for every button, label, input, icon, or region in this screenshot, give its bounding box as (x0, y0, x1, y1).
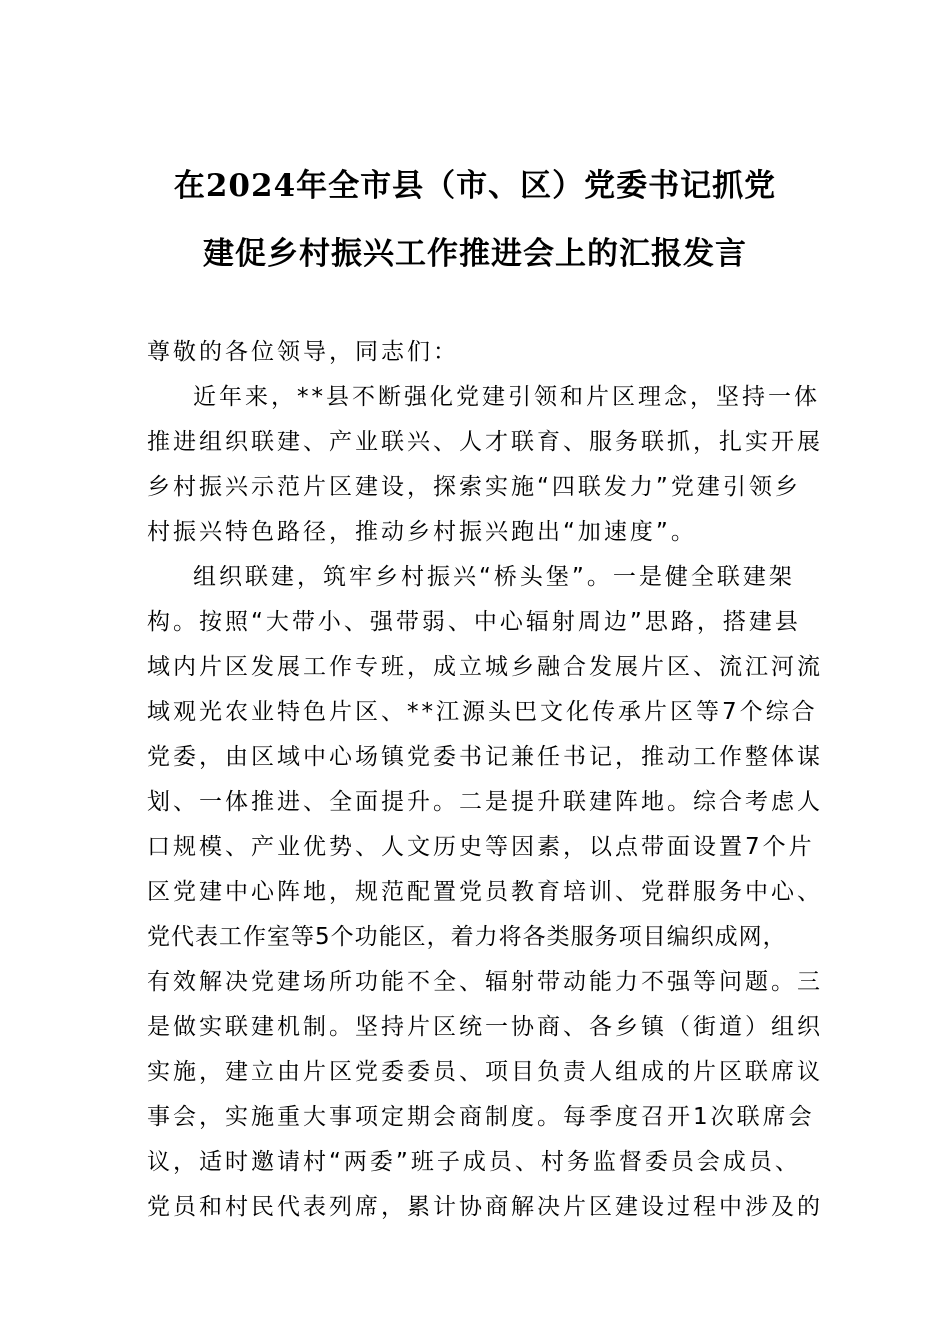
document-title-line-1: 在2024年全市县（市、区）党委书记抓党 (173, 168, 777, 204)
document-title-line-2: 建促乡村振兴工作推进会上的汇报发言 (203, 236, 747, 272)
paragraph-1-line: 近年来，**县不断强化党建引领和片区理念，坚持一体 (193, 384, 820, 410)
salutation: 尊敬的各位领导，同志们： (147, 339, 459, 365)
document-body (147, 330, 823, 1230)
paragraph-2-line: 议，适时邀请村“两委”班子成员、村务监督委员会成员、 (147, 1149, 801, 1175)
paragraph-2-line: 域观光农业特色片区、**江源头巴文化传承片区等7个综合 (147, 699, 818, 725)
paragraph-2-line: 划、一体推进、全面提升。二是提升联建阵地。综合考虑人 (147, 789, 823, 815)
paragraph-2-line: 党员和村民代表列席，累计协商解决片区建设过程中涉及的 (147, 1194, 823, 1220)
paragraph-1-line: 推进组织联建、产业联兴、人才联育、服务联抓，扎实开展 (147, 429, 823, 455)
paragraph-2-line: 有效解决党建场所功能不全、辐射带动能力不强等问题。三 (147, 969, 823, 995)
paragraph-2-line: 是做实联建机制。坚持片区统一协商、各乡镇（街道）组织 (147, 1014, 823, 1040)
paragraph-2-line: 党代表工作室等5个功能区，着力将各类服务项目编织成网， (147, 924, 787, 950)
paragraph-2-line: 事会，实施重大事项定期会商制度。每季度召开1次联席会 (147, 1104, 815, 1130)
paragraph-1-line: 乡村振兴示范片区建设，探索实施“四联发力”党建引领乡 (147, 474, 801, 500)
paragraph-2-line: 域内片区发展工作专班，成立城乡融合发展片区、流江河流 (147, 654, 823, 680)
paragraph-2-line: 组织联建，筑牢乡村振兴“桥头堡”。一是健全联建架 (193, 564, 795, 590)
paragraph-2-line: 口规模、产业优势、人文历史等因素，以点带面设置7个片 (147, 834, 815, 860)
paragraph-2-line: 实施，建立由片区党委委员、项目负责人组成的片区联席议 (147, 1059, 823, 1085)
paragraph-1-line: 村振兴特色路径，推动乡村振兴跑出“加速度”。 (147, 519, 697, 545)
paragraph-2-line: 党委，由区域中心场镇党委书记兼任书记，推动工作整体谋 (147, 744, 823, 770)
paragraph-2-line: 区党建中心阵地，规范配置党员教育培训、党群服务中心、 (147, 879, 823, 905)
paragraph-2-line: 构。按照“大带小、强带弱、中心辐射周边”思路，搭建县 (147, 609, 801, 635)
